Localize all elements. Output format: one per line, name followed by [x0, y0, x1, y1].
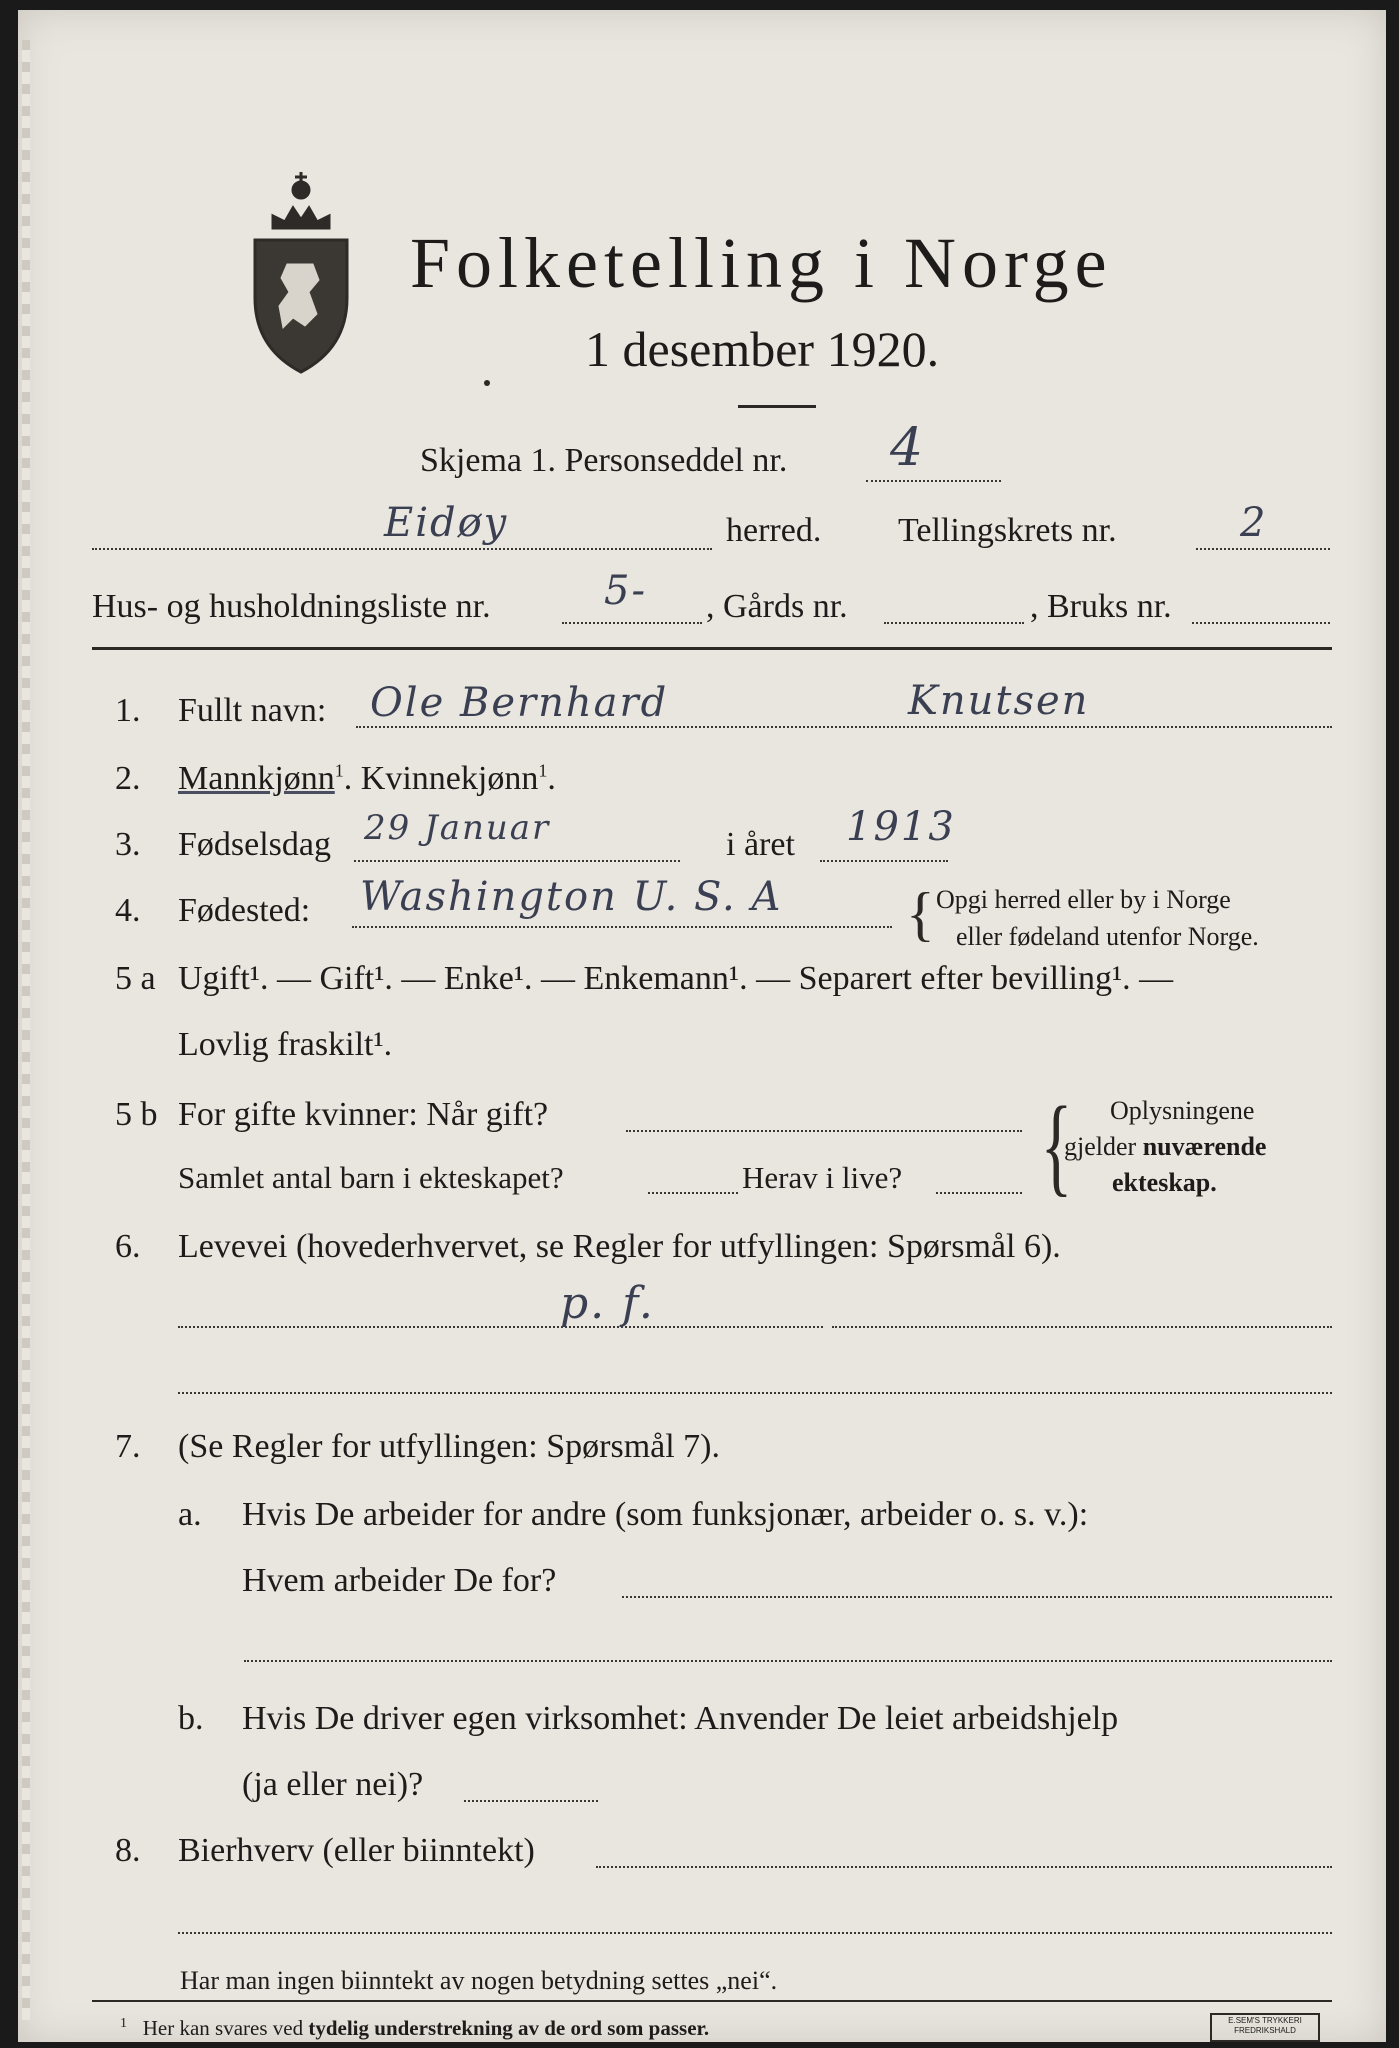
side-income-field-1[interactable] [596, 1866, 1332, 1868]
occupation-field-1b[interactable] [832, 1326, 1332, 1328]
q3-label: Fødselsdag [178, 826, 331, 863]
children-total-field[interactable] [648, 1192, 738, 1194]
hired-help-field[interactable] [464, 1800, 598, 1802]
ink-speck [484, 380, 490, 386]
q4-label: Fødested: [178, 892, 311, 929]
side-income-label: Bierhverv (eller biinntekt) [178, 1832, 535, 1869]
husholdningsliste-label: Hus- og husholdningsliste nr. [92, 588, 491, 625]
q6-number: 6. [115, 1228, 141, 1265]
occupation-field-2[interactable] [178, 1392, 1332, 1394]
female-option[interactable]: Kvinnekjønn [360, 760, 539, 797]
marriage-note-line3: ekteskap. [1112, 1168, 1217, 1197]
full-name-field[interactable] [356, 726, 1332, 728]
personseddel-value: 4 [890, 418, 926, 478]
side-income-field-2[interactable] [178, 1932, 1332, 1934]
marriage-note-brace: { [1040, 1084, 1073, 1206]
bruks-field[interactable] [1192, 622, 1330, 624]
q7b-question: Hvis De driver egen virksomhet: Anvender De leiet arbeidshjelp [242, 1700, 1119, 1737]
q8-number: 8. [115, 1832, 141, 1869]
surname-value: Knutsen [908, 678, 1090, 724]
occupation-label: Levevei (hovederhvervet, se Regler for utfyllingen: Spørsmål 6). [178, 1228, 1061, 1265]
marital-status-options[interactable]: Ugift¹. — Gift¹. — Enke¹. — Enkemann¹. — Separert efter bevilling¹. — [178, 960, 1174, 997]
herred-label: herred. [726, 512, 822, 549]
side-income-note: Har man ingen biinntekt av nogen betydning settes „nei“. [180, 1966, 778, 1995]
employer-field-2[interactable] [244, 1660, 1332, 1662]
children-alive-label: Herav i live? [742, 1160, 903, 1195]
marriage-note-line2: gjelder nuværende [1064, 1132, 1267, 1161]
q2-number: 2. [115, 760, 141, 797]
employer-label: Hvem arbeider De for? [242, 1562, 557, 1599]
tellingskrets-field[interactable] [1196, 548, 1330, 550]
q7a-question: Hvis De arbeider for andre (som funksjonær, arbeider o. s. v.): [242, 1496, 1089, 1533]
birth-year-value: 1913 [846, 804, 956, 850]
q1-label: Fullt navn: [178, 692, 327, 729]
q5b-number: 5 b [115, 1096, 158, 1133]
occupation-field-1a[interactable] [178, 1326, 823, 1328]
marriage-note-line1: Oplysningene [1110, 1096, 1255, 1125]
gards-label: , Gårds nr. [706, 588, 848, 625]
hired-help-label: (ja eller nei)? [242, 1766, 424, 1803]
tellingskrets-value: 2 [1240, 500, 1268, 546]
q1-number: 1. [115, 692, 141, 729]
given-names-value: Ole Bernhard [370, 680, 669, 726]
husholdningsliste-value: 5- [604, 568, 647, 614]
personseddel-field[interactable] [866, 480, 1001, 482]
q7b-letter: b. [178, 1700, 204, 1737]
children-alive-field[interactable] [936, 1192, 1022, 1194]
footnote-separator [92, 2000, 1332, 2002]
birthplace-field[interactable] [352, 926, 892, 928]
husholdningsliste-field[interactable] [562, 622, 702, 624]
employer-field-1[interactable] [622, 1596, 1332, 1598]
birthplace-value: Washington U. S. A [360, 874, 783, 920]
male-option[interactable]: Mannkjønn [178, 760, 335, 797]
schema-label: Skjema 1. Personseddel nr. [420, 442, 788, 479]
married-when-label: For gifte kvinner: Når gift? [178, 1096, 549, 1133]
herred-value: Eidøy [384, 500, 509, 546]
birthplace-note-line1: Opgi herred eller by i Norge [936, 885, 1231, 914]
marital-status-divorced[interactable]: Lovlig fraskilt¹. [178, 1026, 393, 1063]
gards-field[interactable] [884, 622, 1024, 624]
birth-year-field[interactable] [820, 860, 948, 862]
herred-field[interactable] [92, 548, 712, 550]
birthday-value: 29 Januar [364, 808, 551, 848]
title-divider [738, 405, 816, 408]
q5a-number: 5 a [115, 960, 156, 997]
perforation-edge [22, 40, 30, 2020]
census-date: 1 desember 1920. [585, 321, 940, 377]
children-total-label: Samlet antal barn i ekteskapet? [178, 1160, 564, 1195]
q4-number: 4. [115, 892, 141, 929]
q3-number: 3. [115, 826, 141, 863]
norway-coat-of-arms-icon [243, 168, 359, 378]
q7-label: (Se Regler for utfyllingen: Spørsmål 7). [178, 1428, 721, 1465]
printer-stamp: E.SEM'S TRYKKERI FREDRIKSHALD [1210, 2013, 1320, 2042]
q7-number: 7. [115, 1428, 141, 1465]
married-when-field[interactable] [626, 1130, 1022, 1132]
occupation-value: p. f. [560, 1278, 655, 1329]
tellingskrets-label: Tellingskrets nr. [898, 512, 1117, 549]
footnote: $^1$ Her kan svares ved tydelig understrekning av de ord som passer. [120, 2016, 710, 2040]
note-brace: { [906, 881, 935, 947]
bruks-label: , Bruks nr. [1030, 588, 1172, 625]
birthday-field[interactable] [354, 860, 680, 862]
gender-options[interactable]: Mannkjønn$^1$. Kvinnekjønn$^1$. [178, 760, 556, 797]
header-separator [92, 647, 1332, 650]
q7a-letter: a. [178, 1496, 202, 1533]
birth-year-label: i året [726, 826, 795, 863]
form-title: Folketelling i Norge [410, 223, 1113, 303]
birthplace-note-line2: eller fødeland utenfor Norge. [956, 922, 1259, 951]
